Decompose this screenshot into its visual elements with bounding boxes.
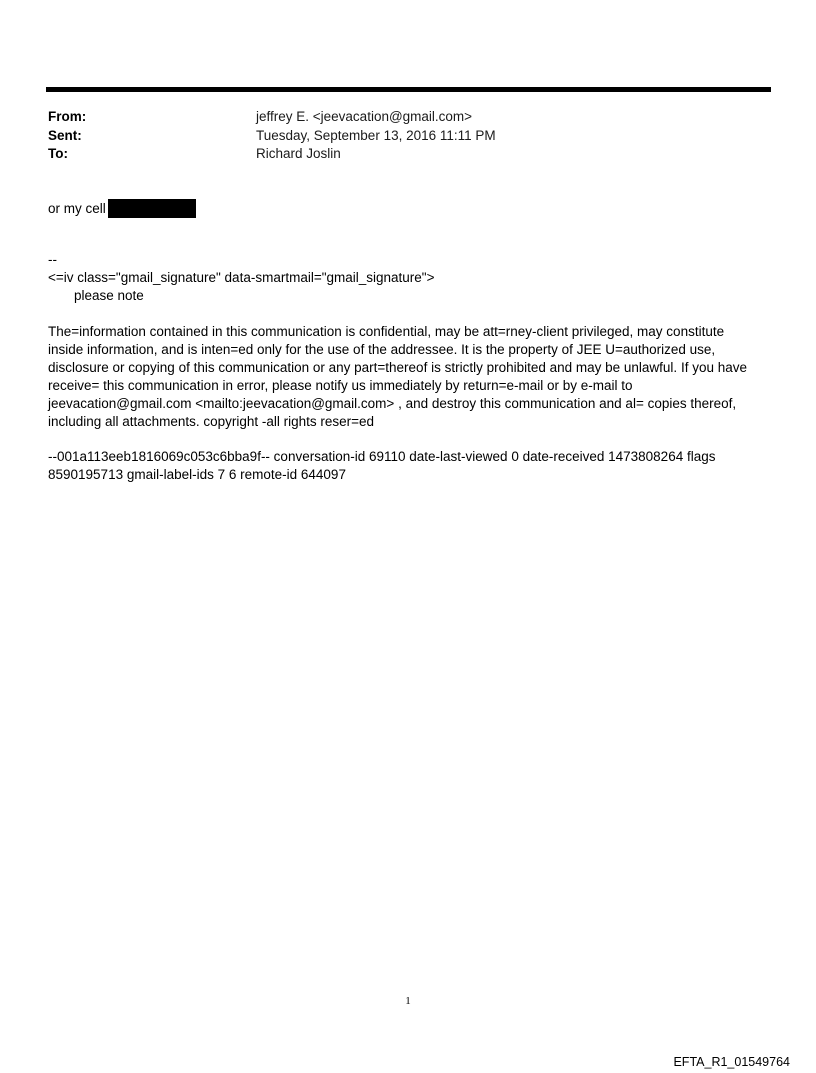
to-row (48, 145, 768, 164)
to-value: Richard Joslin (256, 146, 341, 161)
disclaimer-line: inside information, and is inten=ed only for the use of the addressee. It is the property of JEE U=authorized use, (48, 342, 716, 357)
signature-note: please note (74, 288, 144, 303)
from-label: From: (48, 109, 87, 124)
disclaimer-line: The=information contained in this communication is confidential, may be att=rney-client privileged, may constitute (48, 324, 725, 339)
disclaimer-paragraph (48, 323, 763, 431)
signature-dashes: -- (48, 252, 57, 267)
disclaimer-line: including all attachments. copyright -all rights reser=ed (48, 414, 375, 429)
sent-value: Tuesday, September 13, 2016 11:11 PM (256, 127, 496, 143)
cell-text: or my cell (48, 200, 106, 216)
disclaimer-line: jeevacation@gmail.com <mailto:jeevacation@gmail.com> , and destroy this communication and al= copies thereof, (48, 396, 737, 411)
from-value: jeffrey E. <jeevacation@gmail.com> (256, 109, 473, 124)
cell-line (48, 199, 196, 218)
document-id: EFTA_R1_01549764 (673, 1055, 790, 1069)
header-rule (46, 87, 771, 92)
sent-label: Sent: (48, 127, 82, 143)
disclaimer-line: receive= this communication in error, please notify us immediately by return=e-mail or by e-mail to (48, 378, 633, 393)
redaction-box (108, 199, 196, 218)
signature-code: <=iv class="gmail_signature" data-smartmail="gmail_signature"> (48, 270, 435, 285)
metadata-paragraph (48, 448, 763, 484)
sent-row (48, 127, 768, 146)
disclaimer-line: disclosure or copying of this communication or any part=thereof is strictly prohibited and may be unlawful. If you have (48, 360, 747, 375)
metadata-line: 8590195713 gmail-label-ids 7 6 remote-id 644097 (48, 467, 346, 482)
to-label: To: (48, 146, 68, 161)
email-header (48, 108, 768, 164)
page-number: 1 (405, 995, 411, 1007)
metadata-line: --001a113eeb1816069c053c6bba9f-- conversation-id 69110 date-last-viewed 0 date-received 1473808264 flags (48, 449, 716, 464)
from-row (48, 108, 768, 127)
